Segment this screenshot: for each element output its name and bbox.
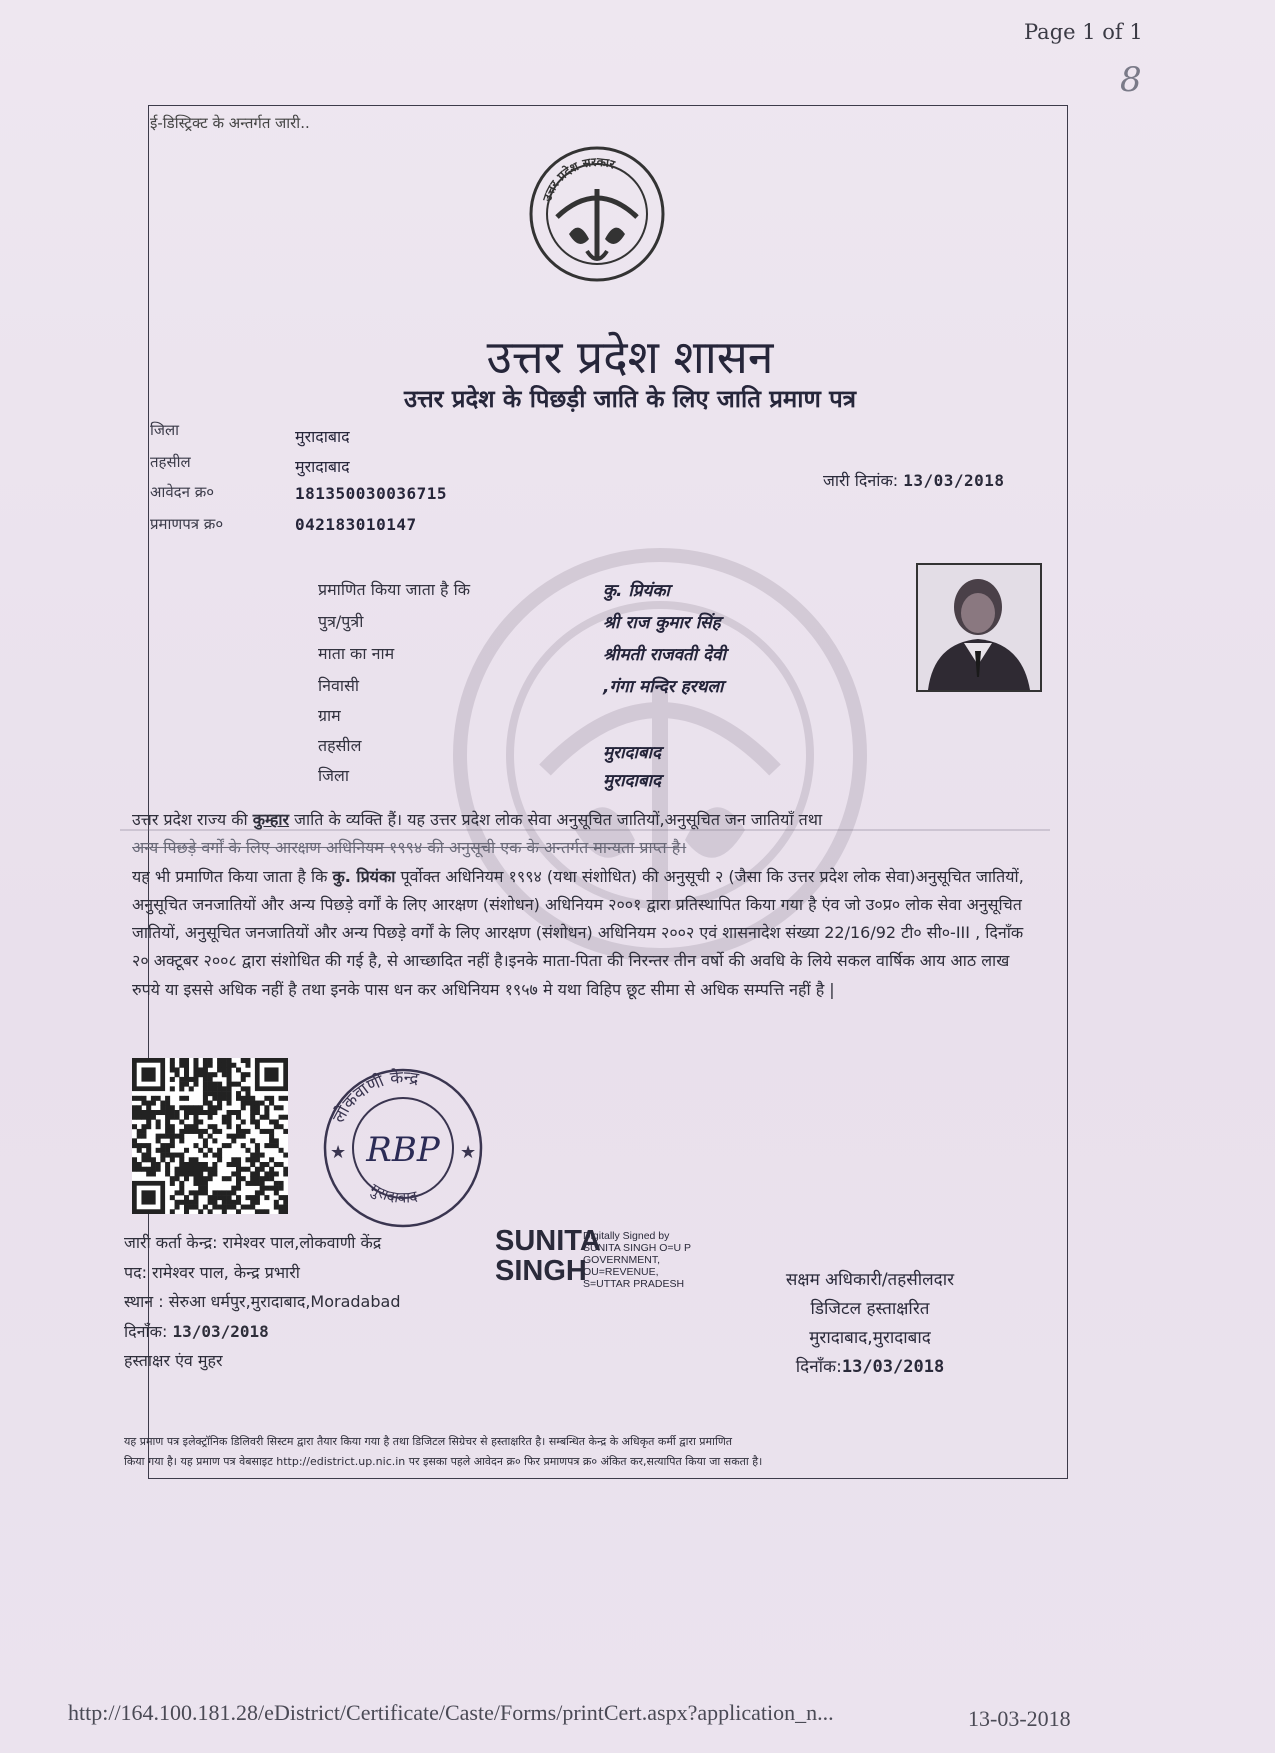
verification-note xyxy=(124,1432,1034,1472)
body-candidate-name: कु. प्रियंका xyxy=(332,866,396,886)
dsig-line: S=UTTAR PRADESH xyxy=(583,1278,685,1290)
certificate-body xyxy=(132,806,1042,1004)
page-number: Page 1 of 1 xyxy=(1024,20,1143,44)
officer-title: सक्षम अधिकारी/तहसीलदार xyxy=(785,1270,955,1290)
body-p1-struck-line: अन्य पिछड़े वर्गों के लिए आरक्षण अधिनियम १९९४ की अनुसूची एक के अन्तर्गत मान्यता प्राप्त है। xyxy=(132,838,687,858)
officer-block xyxy=(760,1266,980,1382)
mother-name: श्रीमती राजवती देवी xyxy=(603,645,726,665)
field-tehsil-value: मुरादाबाद xyxy=(603,743,662,763)
dsig-line: GOVERNMENT, xyxy=(583,1254,661,1266)
seal-bottom-text: मुरादाबाद xyxy=(366,1179,419,1207)
field-district-label: जिला xyxy=(318,766,350,785)
resident-label: निवासी xyxy=(318,676,360,695)
issuer-block xyxy=(124,1228,400,1376)
officer-date-label: दिनाँक: xyxy=(795,1357,842,1377)
certificate-subtitle: उत्तर प्रदेश के पिछड़ी जाति के लिए जाति प्रमाण पत्र xyxy=(403,384,857,413)
issuer-date-value: 13/03/2018 xyxy=(172,1321,269,1341)
verification-qr-code xyxy=(132,1058,288,1214)
certificate-no-label: प्रमाणपत्र क्र० xyxy=(150,515,224,533)
person-photo-icon xyxy=(918,565,1040,690)
certified-label: प्रमाणित किया जाता है कि xyxy=(318,580,471,599)
body-p2-rest: पूर्वोक्त अधिनियम १९९४ (यथा संशोधित) की अनुसूची २ (जैसा कि उत्तर प्रदेश लोक सेवा)अनुसूचित जातियों, अनुसूचित जनजातियों और अन्य पिछड़े वर्गों के लिए आरक्षण (संशोधन) अधिनियम २००१ द्वारा प्रतिस्थापित किया गया है एंव जो उ०प्र० लोक सेवा अनुसूचित जातियों, अनुसूचित जनजातियों और अन्य पिछड़े वर्गों के लिए आरक्षण (संशोधन) अधिनियम २००२ एवं शासनादेश संख्या 22/16/92 टी० सी०-III , दिनाँक २० अक्टूबर २००८ द्वारा संशोधित की गई है, से आच्छादित नहीं है।इनके माता-पिता की निरन्तर तीन वर्षो की अवधि के लिये सकल वार्षिक आय आठ लाख रुपये या इससे अधिक नहीं है तथा इनके पास धन कर अधिनियम १९५७ मे यथा विहिप छूट सीमा से अधिक सम्पत्ति नहीं है | xyxy=(132,866,1024,999)
note-line-1: यह प्रमाण पत्र इलेक्ट्रॉनिक डिलिवरी सिस्टम द्वारा तैयार किया गया है तथा डिजिटल सिग्रेचर से हस्ताक्षरित है। सम्बन्धित केन्द्र के अधिकृत कर्मी द्वारा प्रमाणित xyxy=(124,1435,733,1448)
svg-text:मुरादाबाद xyxy=(366,1180,419,1207)
issuer-place: स्थान : सेरुआ धर्मपुर,मुरादाबाद,Moradabad xyxy=(124,1292,401,1311)
candidate-photo xyxy=(916,563,1042,692)
officer-date xyxy=(760,1353,980,1382)
officer-place: मुरादाबाद,मुरादाबाद xyxy=(809,1328,931,1348)
note-line-2: किया गया है। यह प्रमाण पत्र वेबसाइट http://edistrict.up.nic.in पर इसका पहले आवेदन क्र० फिर प्रमाणपत्र क्र० अंकित कर,सत्यापित किया जा सकता है। xyxy=(124,1455,763,1468)
field-tehsil-label: तहसील xyxy=(318,736,362,755)
seal-star-right-icon: ★ xyxy=(460,1142,477,1163)
issue-date xyxy=(823,469,1005,491)
print-url: http://164.100.181.28/eDistrict/Certificate/Caste/Forms/printCert.aspx?application_n... xyxy=(68,1700,834,1725)
seal-initials: RBP xyxy=(366,1130,440,1170)
dsig-line: Digitally Signed by xyxy=(583,1230,670,1242)
resident-value: ,गंगा मन्दिर हरथला xyxy=(603,677,724,697)
certificate-no-value: 042183010147 xyxy=(295,515,417,534)
issuer-date xyxy=(124,1317,400,1347)
certificate-title: उत्तर प्रदेश शासन xyxy=(486,330,774,384)
print-date: 13-03-2018 xyxy=(968,1706,1071,1731)
dsig-line: OU=REVENUE, xyxy=(583,1266,659,1278)
parent-label: पुत्र/पुत्री xyxy=(318,612,364,631)
village-label: ग्राम xyxy=(318,706,341,725)
issuer-sign-label: हस्ताक्षर एंव मुहर xyxy=(124,1351,223,1370)
mother-label: माता का नाम xyxy=(318,644,395,663)
tehsil-label: तहसील xyxy=(150,453,191,471)
digital-signature-details xyxy=(583,1230,763,1290)
application-no-value: 181350030036715 xyxy=(295,484,447,503)
field-district-value: मुरादाबाद xyxy=(603,771,662,791)
application-no-label: आवेदन क्र० xyxy=(150,483,215,501)
candidate-name: कु. प्रियंका xyxy=(603,581,670,601)
officer-signed: डिजिटल हस्ताक्षरित xyxy=(810,1299,930,1319)
issuer-date-label: दिनाँक: xyxy=(124,1321,173,1341)
issue-date-value: 13/03/2018 xyxy=(903,471,1005,490)
issuer-center: जारी कर्ता केन्द्र: रामेश्वर पाल,लोकवाणी केंद्र xyxy=(124,1233,382,1252)
issued-under-text: ई-डिस्ट्रिक्ट के अन्तर्गत जारी.. xyxy=(150,114,310,132)
officer-date-value: 13/03/2018 xyxy=(841,1357,945,1377)
caste-name: कुम्हार xyxy=(252,810,290,829)
lokvani-kendra-seal xyxy=(318,1063,488,1233)
signer-last-name: SINGH xyxy=(495,1255,587,1287)
issue-date-label: जारी दिनांक: xyxy=(823,471,899,490)
father-name: श्री राज कुमार सिंह xyxy=(603,613,721,633)
body-p1-start: उत्तर प्रदेश राज्य की xyxy=(132,810,253,829)
up-government-emblem-icon xyxy=(527,139,667,289)
handwritten-mark: 8 xyxy=(1120,60,1142,100)
emblem-caption: उत्तर प्रदेश सरकार xyxy=(539,154,617,204)
seal-star-left-icon: ★ xyxy=(330,1142,347,1163)
seal-top-text: लोकवाणी केन्द्र xyxy=(328,1067,421,1127)
body-p1-end: जाति के व्यक्ति हैं। यह उत्तर प्रदेश लोक सेवा अनुसूचित जातियों,अनुसूचित जन जातियाँ तथा xyxy=(289,810,823,829)
tehsil-value: मुरादाबाद xyxy=(295,457,350,476)
district-value: मुरादाबाद xyxy=(295,427,350,446)
signer-first-name: SUNITA xyxy=(495,1225,601,1257)
dsig-line: SUNITA SINGH O=U P xyxy=(583,1242,692,1254)
district-label: जिला xyxy=(150,421,180,439)
svg-text:लोकवाणी केन्द्र xyxy=(328,1067,421,1127)
body-p2-start: यह भी प्रमाणित किया जाता है कि xyxy=(132,866,333,886)
issuer-post: पद: रामेश्वर पाल, केन्द्र प्रभारी xyxy=(124,1262,300,1282)
